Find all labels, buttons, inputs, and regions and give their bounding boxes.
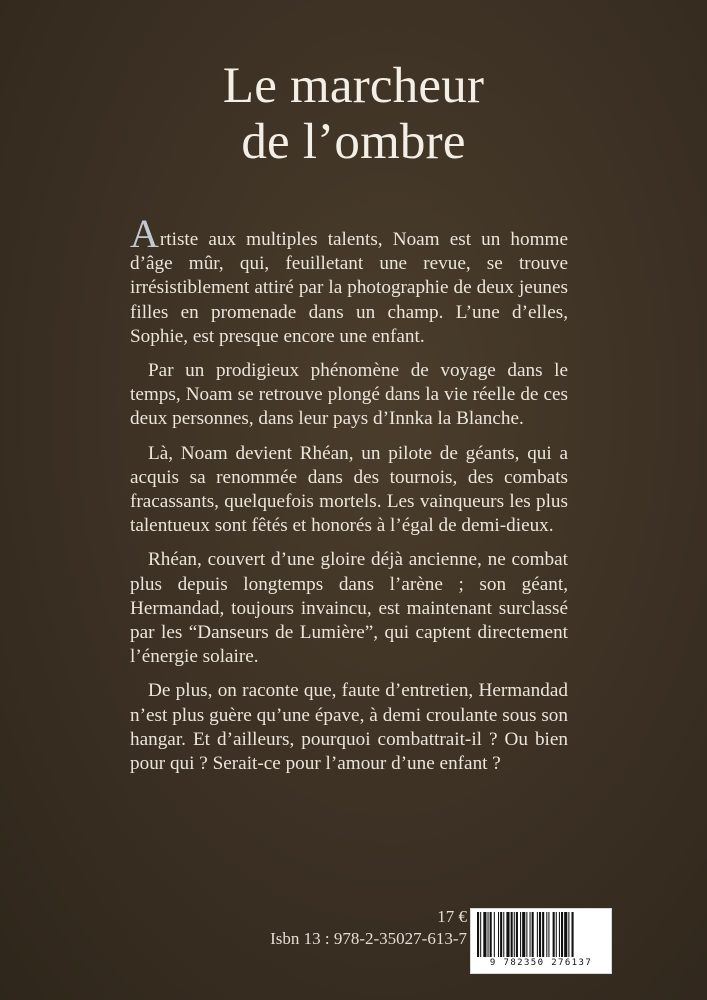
barcode-bar <box>561 912 563 957</box>
barcode-bar <box>542 912 544 957</box>
isbn: Isbn 13 : 978-2-35027-613-7 <box>270 929 467 948</box>
barcode-bar <box>522 912 525 957</box>
barcode-bar <box>553 912 555 957</box>
barcode-bar <box>572 912 574 957</box>
barcode-bar <box>503 912 504 957</box>
barcode-bar <box>520 912 521 957</box>
barcode-icon <box>475 912 607 958</box>
barcode-bar <box>506 912 509 957</box>
barcode <box>470 908 612 974</box>
barcode-digits: 9 782350 276137 <box>489 958 593 968</box>
blurb-paragraph-2: Par un prodigieux phénomène de voyage dans le temps, Noam se retrouve plongé dans la vie réelle de ces deux personnes, dans leur pays d’Innka la Blanche. <box>130 360 568 430</box>
barcode-bar <box>494 912 495 957</box>
barcode-bar <box>537 912 538 957</box>
barcode-bar <box>477 912 479 957</box>
barcode-bar <box>511 912 513 957</box>
barcode-bar <box>532 912 534 957</box>
blurb-paragraph-4: Rhéan, couvert d’une gloire déjà ancienne, ne combat plus depuis longtemps dans l’arène ; son géant, Hermandad, toujours invaincu, est maintenant surclassé par les “Danseurs de Lumière”, qui captent directement l’énergie solaire. <box>130 549 568 668</box>
barcode-bar <box>498 912 499 957</box>
drop-cap: A <box>130 211 159 256</box>
barcode-bar <box>488 912 489 957</box>
barcode-bar <box>568 912 569 957</box>
barcode-bar <box>483 912 486 957</box>
book-title <box>0 58 707 170</box>
barcode-bar <box>556 912 557 957</box>
back-cover-blurb <box>130 211 568 786</box>
title-line-1: Le marcheur <box>222 58 485 114</box>
barcode-bar <box>546 912 547 957</box>
barcode-bar <box>548 912 549 957</box>
barcode-bar <box>516 912 518 957</box>
barcode-bar <box>539 912 541 957</box>
barcode-bar <box>500 912 502 957</box>
barcode-bar <box>490 912 492 957</box>
title-line-2: de l’ombre <box>241 114 466 170</box>
barcode-bar <box>480 912 481 957</box>
barcode-bar <box>530 912 531 957</box>
blurb-paragraph-1 <box>130 211 568 349</box>
price-and-isbn <box>262 906 467 950</box>
barcode-bar <box>564 912 567 957</box>
barcode-bar <box>514 912 515 957</box>
barcode-bar <box>559 912 560 957</box>
barcode-bar <box>526 912 527 957</box>
blurb-paragraph-3: Là, Noam devient Rhéan, un pilote de géants, qui a acquis sa renommée dans des tournois, des combats fracassants, quelquefois mortels. Les vainqueurs les plus talentueux sont fêtés et honorés à l’égal de demi-dieux. <box>130 442 568 537</box>
blurb-paragraph-5: De plus, on raconte que, faute d’entretien, Hermandad n’est plus guère qu’une épave, à demi croulante sous son hangar. Et d’ailleurs, pourquoi combattrait-il ? Ou bien pour qui ? Serait-ce pour l’amour d’une enfant ? <box>130 680 568 775</box>
price: 17 € <box>437 907 467 926</box>
blurb-paragraph-1-text: rtiste aux multiples talents, Noam est un homme d’âge mûr, qui, feuilletant une revue, se trouve irrésistiblement attiré par la photographie de deux jeunes filles en promenade dans un champ. L’une d’elles, Sophie, est presque encore une enfant. <box>130 229 568 347</box>
